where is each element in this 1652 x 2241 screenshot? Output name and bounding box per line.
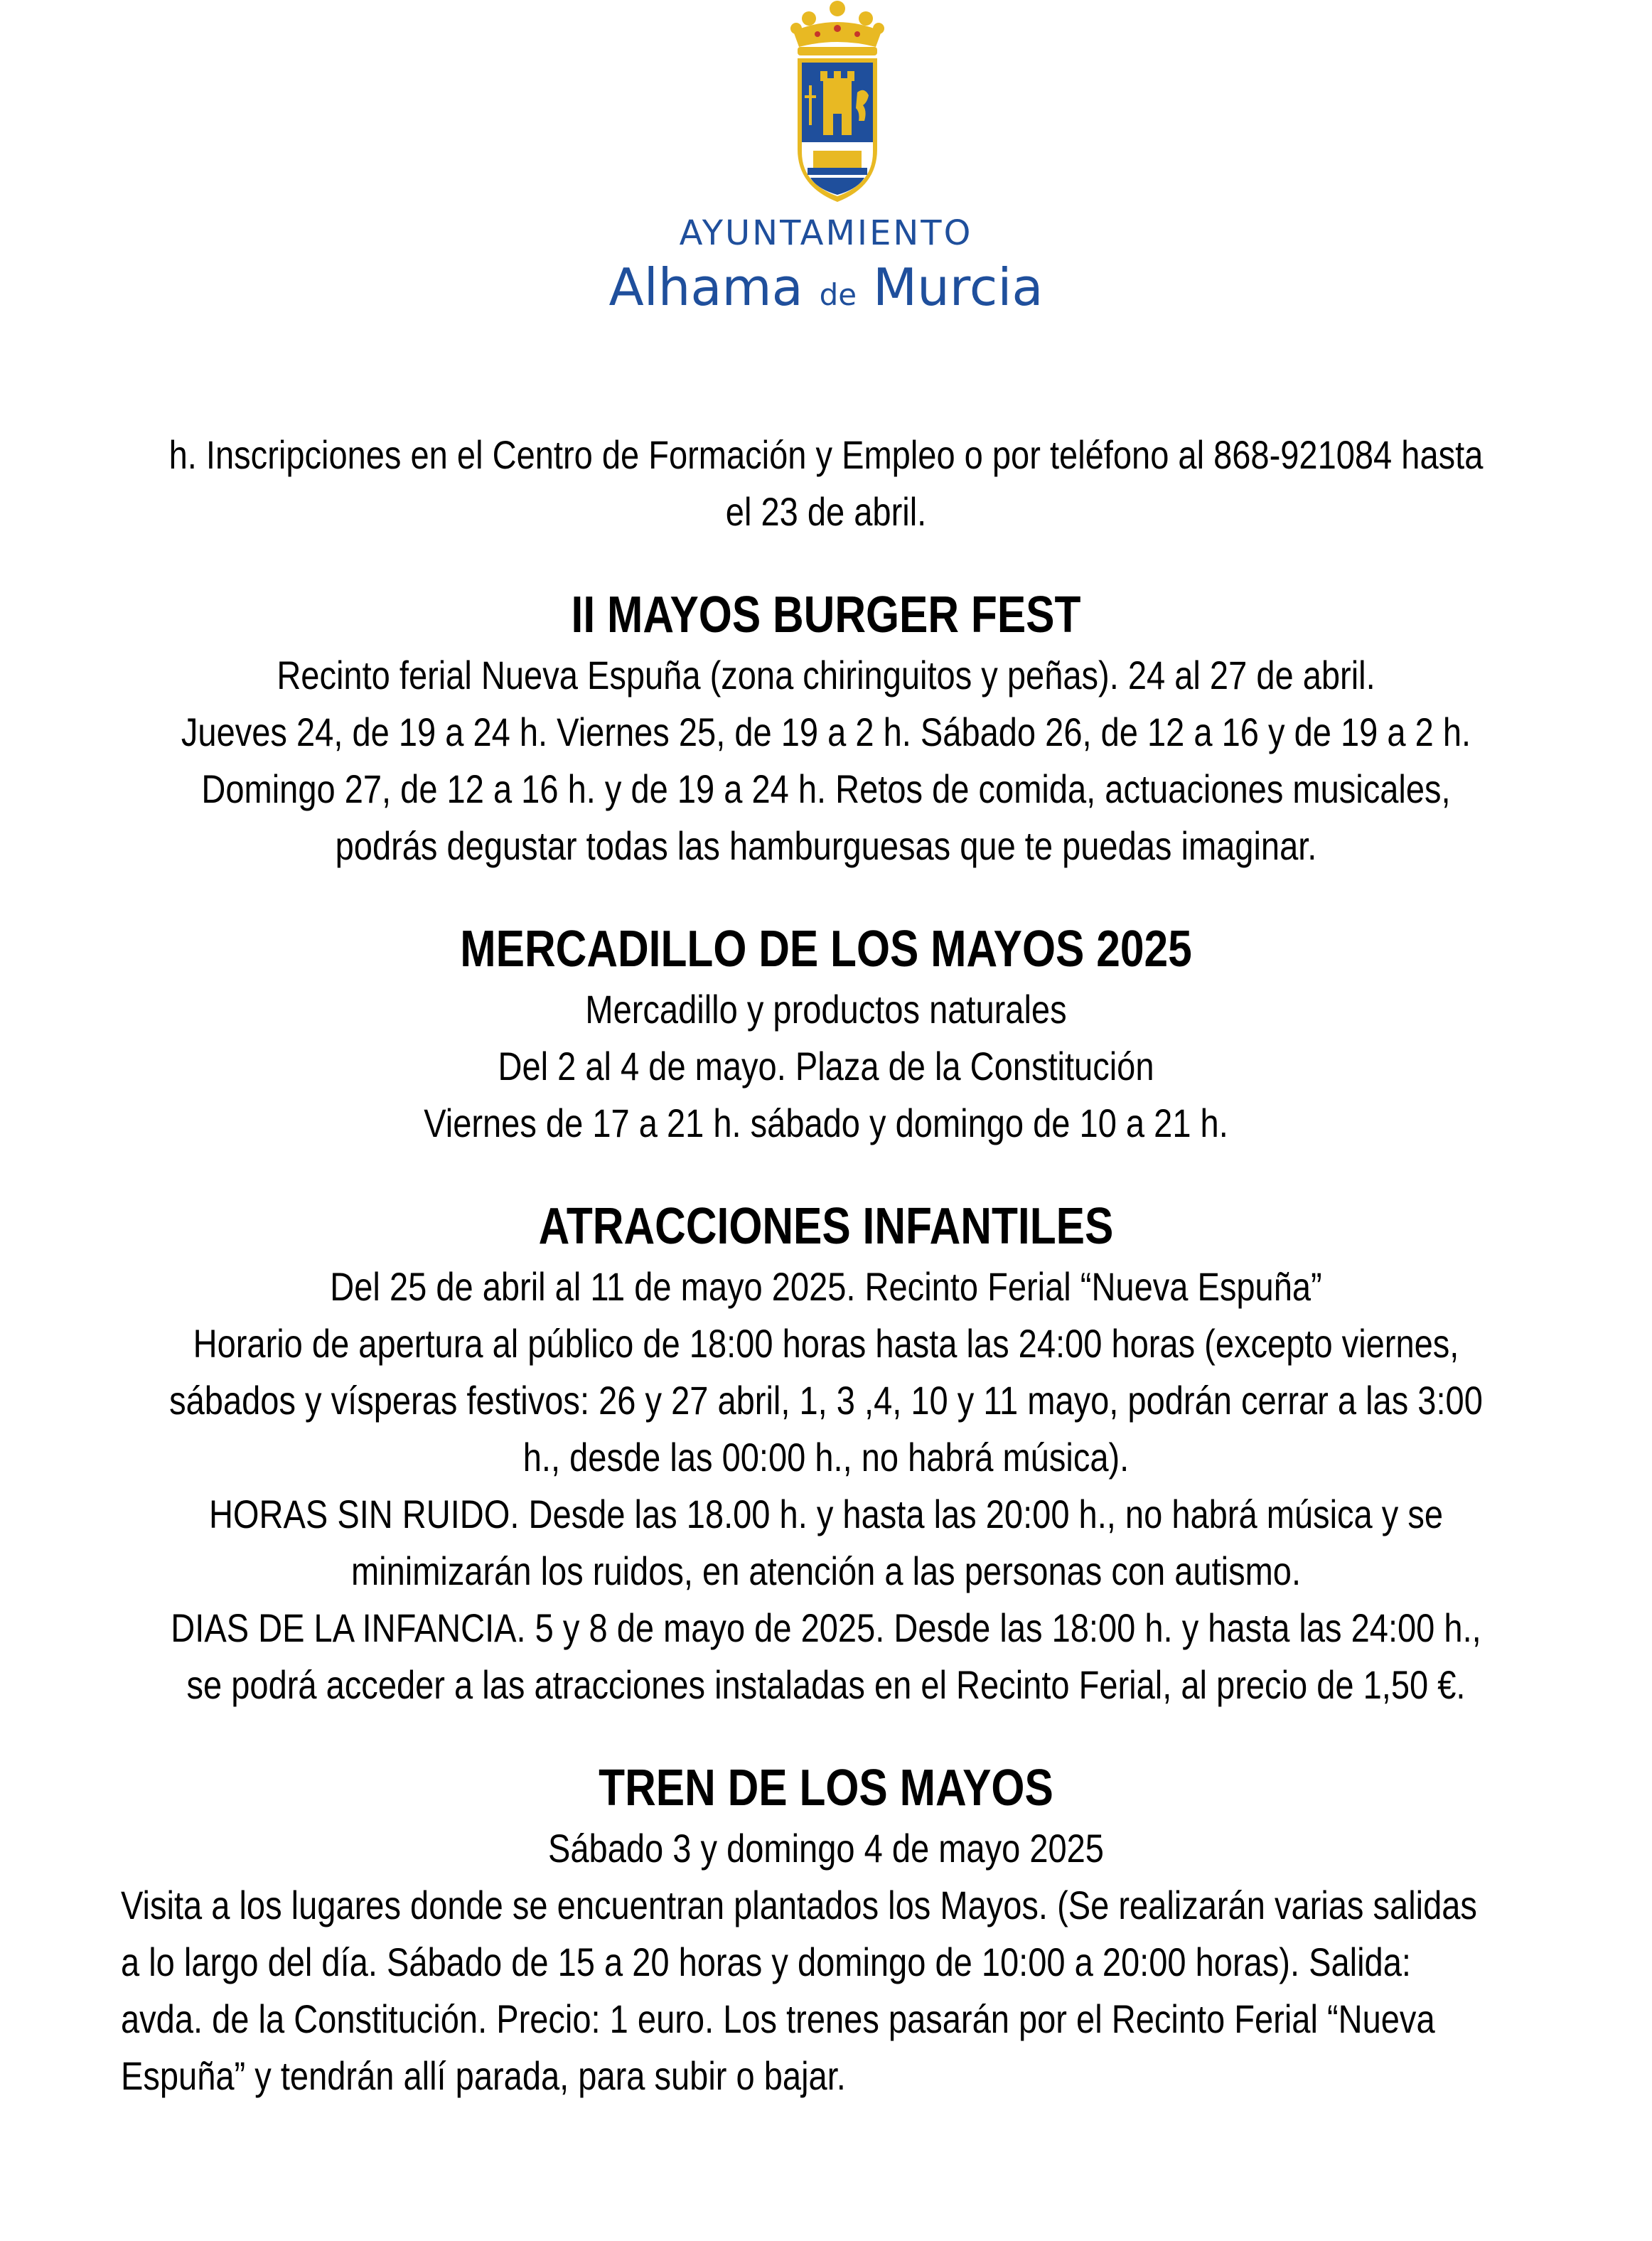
section-line: Recinto ferial Nueva Espuña (zona chiringuitos y peñas). 24 al 27 de abril. <box>277 653 1375 697</box>
org-name-top: AYUNTAMIENTO <box>679 213 973 253</box>
paragraph-line: avda. de la Constitución. Precio: 1 euro. Los trenes pasarán por el Recinto Ferial “Nueva <box>121 1996 1435 2041</box>
section-line: podrás degustar todas las hamburguesas que te puedas imaginar. <box>335 823 1317 868</box>
paragraph-line: Espuña” y tendrán allí parada, para subir o bajar. <box>121 2053 846 2098</box>
org-name <box>0 257 1652 317</box>
section-line: Del 2 al 4 de mayo. Plaza de la Constitución <box>498 1044 1154 1089</box>
section-line: minimizarán los ruidos, en atención a las personas con autismo. <box>350 1549 1302 1593</box>
org-name-part: Alhama <box>608 257 820 317</box>
section-line: se podrá acceder a las atracciones instaladas en el Recinto Ferial, al precio de 1,50 €. <box>186 1662 1466 1707</box>
org-name-part: Murcia <box>857 257 1044 317</box>
section-line: HORAS SIN RUIDO. Desde las 18.00 h. y hasta las 20:00 h., no habrá música y se <box>208 1492 1444 1536</box>
section-title-tren: TREN DE LOS MAYOS <box>599 1760 1053 1817</box>
paragraph-line: Visita a los lugares donde se encuentran plantados los Mayos. (Se realizarán varias salidas <box>121 1883 1477 1927</box>
coat-of-arms-icon <box>789 0 886 206</box>
section-line: Horario de apertura al público de 18:00 horas hasta las 24:00 horas (excepto viernes, <box>193 1321 1459 1366</box>
document-body <box>0 427 1652 2104</box>
section-title-mercadillo: MERCADILLO DE LOS MAYOS 2025 <box>460 921 1192 978</box>
section-line: DIAS DE LA INFANCIA. 5 y 8 de mayo de 2025. Desde las 18:00 h. y hasta las 24:00 h., <box>171 1605 1481 1650</box>
section-line: Viernes de 17 a 21 h. sábado y domingo de 10 a 21 h. <box>424 1101 1228 1145</box>
org-name-part: de <box>819 277 857 312</box>
section-line: Mercadillo y productos naturales <box>585 987 1067 1032</box>
section-line: Del 25 de abril al 11 de mayo 2025. Recinto Ferial “Nueva Espuña” <box>330 1264 1322 1309</box>
section-subtitle: Sábado 3 y domingo 4 de mayo 2025 <box>548 1826 1104 1871</box>
section-title-burger: II MAYOS BURGER FEST <box>571 587 1081 643</box>
paragraph-line: a lo largo del día. Sábado de 15 a 20 horas y domingo de 10:00 a 20:00 horas). Salida: <box>121 1940 1411 1984</box>
section-line: sábados y vísperas festivos: 26 y 27 abril, 1, 3 ,4, 10 y 11 mayo, podrán cerrar a las 3:00 <box>169 1378 1483 1423</box>
tren-paragraph <box>121 1877 1558 2104</box>
section-line: h., desde las 00:00 h., no habrá música). <box>522 1435 1130 1480</box>
intro-line: el 23 de abril. <box>725 489 927 534</box>
section-line: Domingo 27, de 12 a 16 h. y de 19 a 24 h. Retos de comida, actuaciones musicales, <box>201 766 1451 811</box>
section-line: Jueves 24, de 19 a 24 h. Viernes 25, de 19 a 2 h. Sábado 26, de 12 a 16 y de 19 a 2 h. <box>181 710 1471 754</box>
section-title-atracciones: ATRACCIONES INFANTILES <box>538 1198 1114 1255</box>
intro-line: h. Inscripciones en el Centro de Formación y Empleo o por teléfono al 868-921084 hasta <box>168 432 1484 477</box>
